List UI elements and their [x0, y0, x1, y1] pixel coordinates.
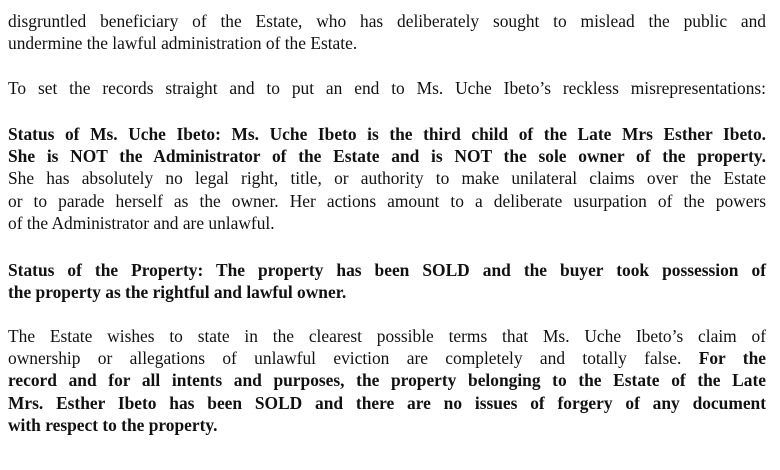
bold-segment: For the [698, 348, 766, 369]
bold-line: Mrs. Esther Ibeto has been SOLD and there are no issues of forgery of any document [8, 392, 766, 413]
text-line: She has absolutely no legal right, title, or authority to make unilateral claims over the Estate [8, 168, 766, 189]
paragraph-status-uche [8, 123, 766, 234]
text-line [8, 347, 766, 369]
paragraph-records [8, 77, 766, 99]
bold-line: Status of the Property: The property has been SOLD and the buyer took possession of [8, 260, 766, 280]
bold-line: the property as the rightful and lawful owner. [8, 282, 347, 303]
text-line: The Estate wishes to state in the clearest possible terms that Ms. Uche Ibeto’s claim of [8, 326, 766, 346]
bold-line: record and for all intents and purposes, the property belonging to the Estate of the Late [8, 370, 766, 391]
text-line: To set the records straight and to put an end to Ms. Uche Ibeto’s reckless misrepresentations: [8, 78, 766, 98]
bold-line: She is NOT the Administrator of the Estate and is NOT the sole owner of the property. [8, 146, 766, 167]
text-line: or to parade herself as the owner. Her actions amount to a deliberate usurpation of the powers [8, 190, 766, 211]
paragraph-estate-statement [8, 325, 766, 436]
text-segment: ownership or allegations of unlawful eviction are completely and totally false. [8, 348, 682, 369]
paragraph-intro [8, 10, 766, 54]
text-line: of the Administrator and are unlawful. [8, 212, 275, 233]
text-line: undermine the lawful administration of the Estate. [8, 33, 358, 54]
bold-line: Status of Ms. Uche Ibeto: Ms. Uche Ibeto is the third child of the Late Mrs Esther Ibeto. [8, 124, 766, 144]
bold-line: with respect to the property. [8, 414, 218, 435]
paragraph-status-property [8, 259, 766, 303]
text-line: disgruntled beneficiary of the Estate, who has deliberately sought to mislead the public and [8, 11, 766, 31]
